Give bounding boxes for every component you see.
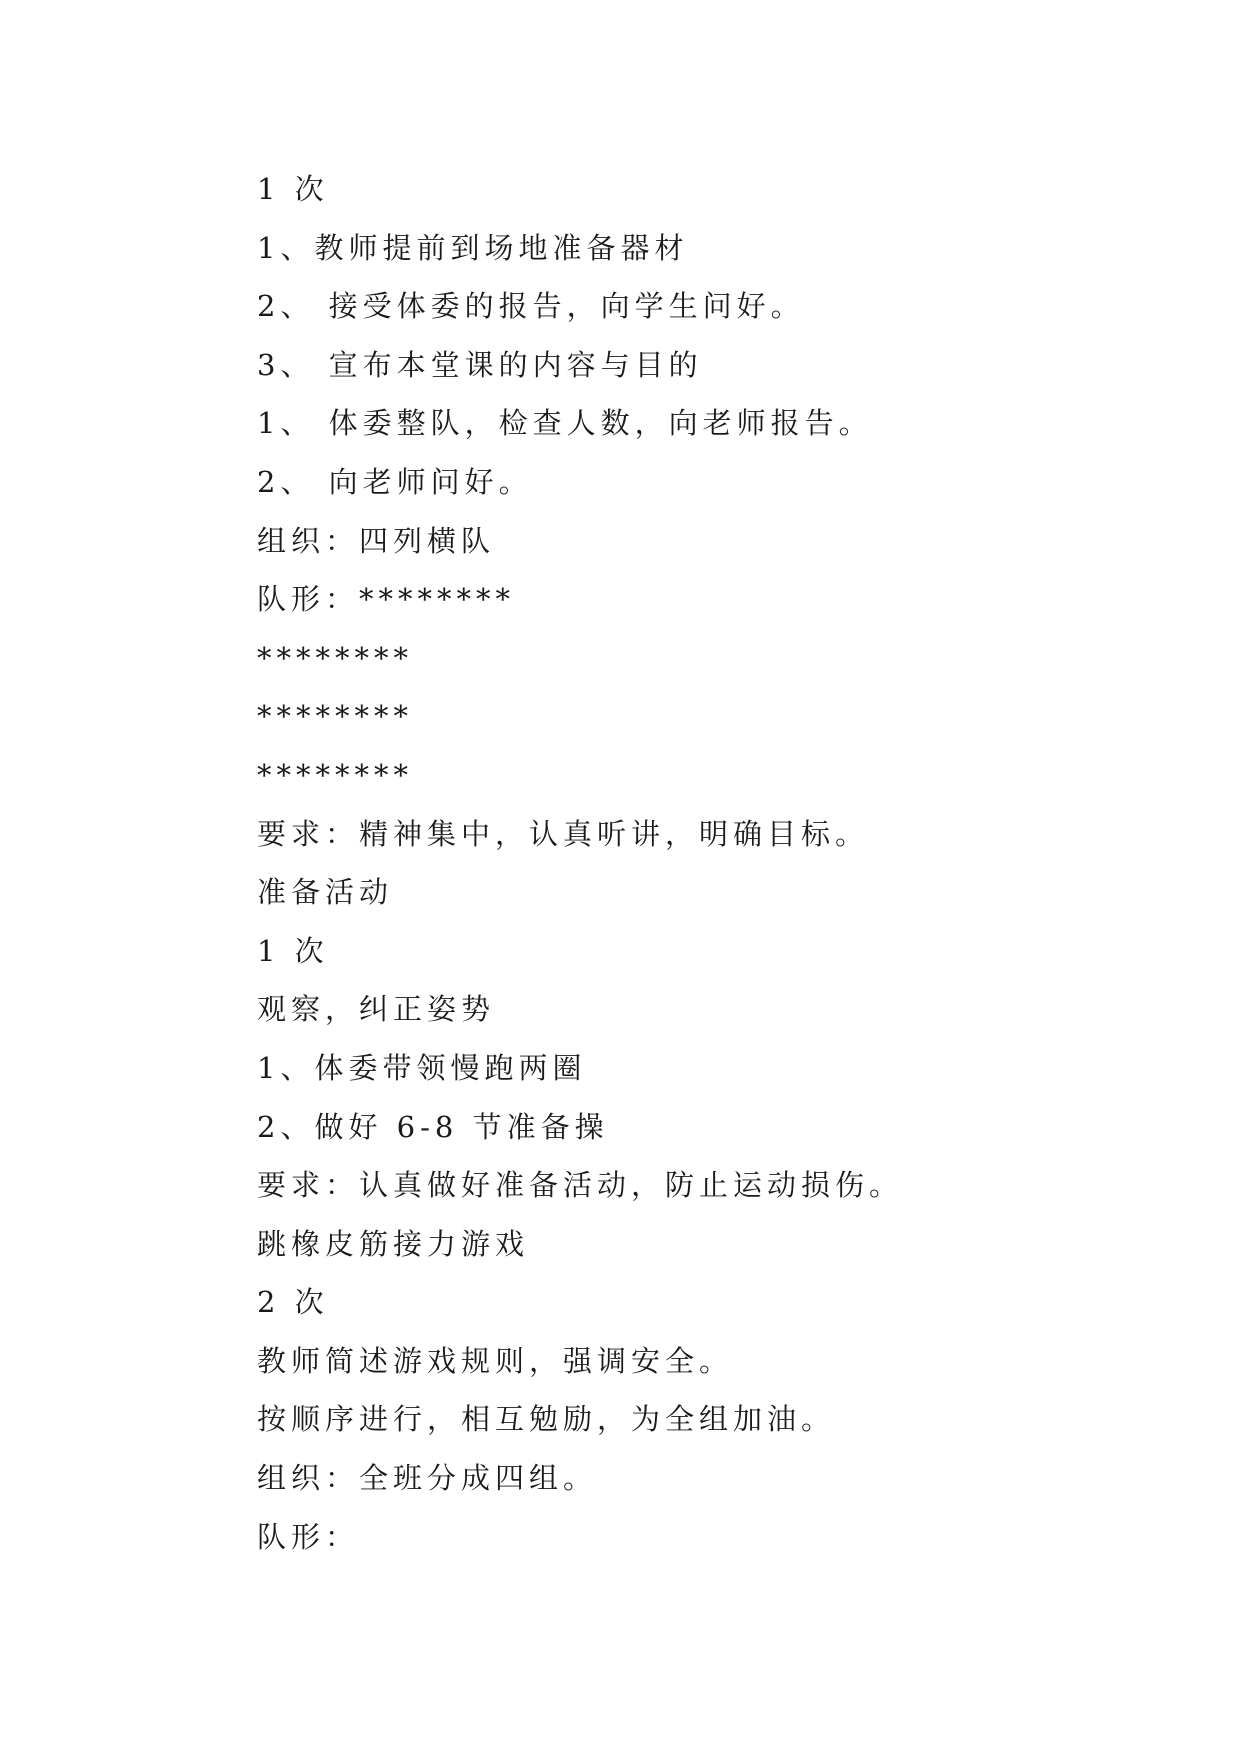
text-line: 1、体委带领慢跑两圈 [257,1050,587,1085]
text-line: 教师简述游戏规则，强调安全。 [257,1343,734,1378]
text-line: 3、 宣布本堂课的内容与目的 [257,347,703,382]
text-line: 1、教师提前到场地准备器材 [257,230,689,265]
text-line: 1 次 [257,172,329,206]
text-line: 1 次 [257,933,329,968]
text-line: 队形：******** [257,582,516,617]
text-line: 2、 接受体委的报告，向学生问好。 [257,289,805,324]
text-line: 组织：四列横队 [257,523,496,558]
text-line: 组织：全班分成四组。 [257,1461,598,1496]
text-line: 2、做好 6-8 节准备操 [257,1109,609,1144]
text-line: 队形： [257,1519,360,1554]
text-line: 要求：认真做好准备活动，防止运动损伤。 [257,1168,904,1203]
text-line: ******** [257,699,413,734]
document-body [257,160,1157,1566]
text-line: 2、 向老师问好。 [257,464,533,499]
text-line: 要求：精神集中，认真听讲，明确目标。 [257,816,870,851]
text-line: 2 次 [257,1285,329,1320]
text-line: 1、 体委整队，检查人数，向老师报告。 [257,406,873,441]
text-line: 按顺序进行，相互勉励，为全组加油。 [257,1402,836,1437]
text-line: ******** [257,757,413,792]
text-line: ******** [257,640,413,675]
text-line: 跳橡皮筋接力游戏 [257,1226,530,1261]
text-line: 准备活动 [257,875,394,910]
text-line: 观察，纠正姿势 [257,992,496,1027]
